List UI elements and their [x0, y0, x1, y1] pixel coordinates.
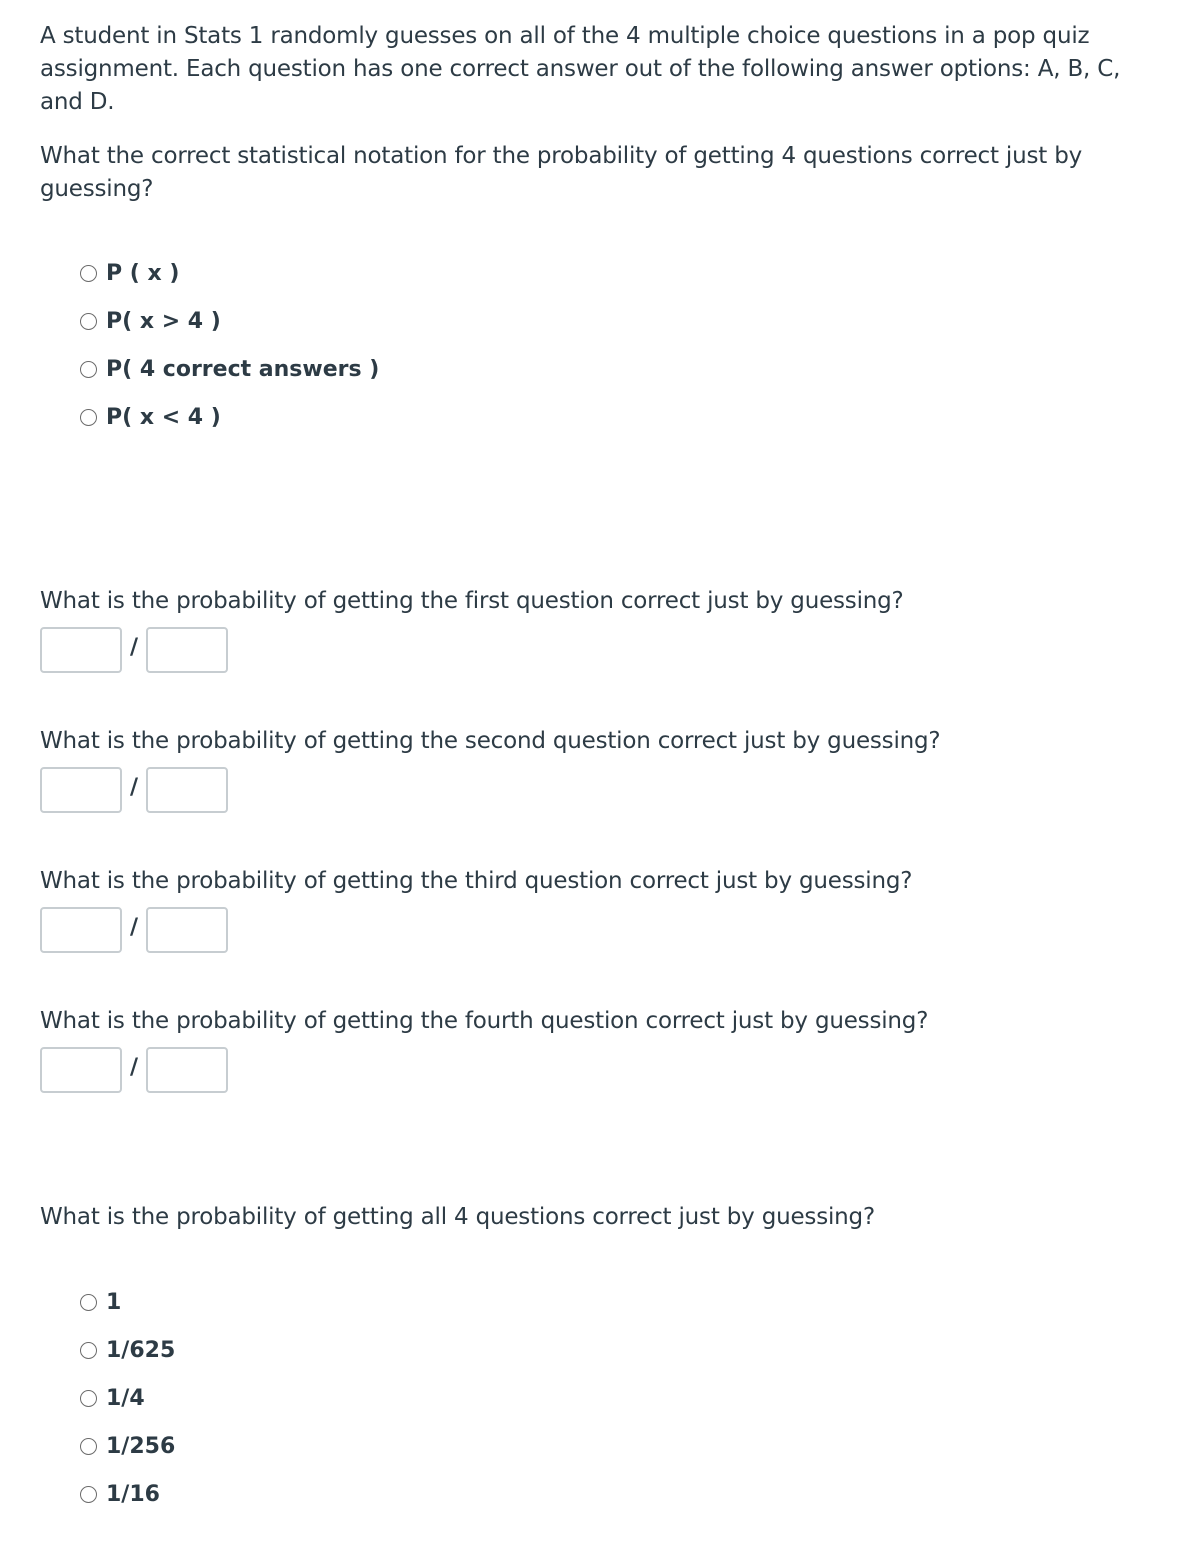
fraction-slash: / — [129, 1055, 139, 1080]
all-correct-options — [80, 1278, 175, 1518]
option-label: 1/4 — [106, 1385, 145, 1411]
denominator-input[interactable] — [146, 627, 228, 673]
fraction-slash: / — [129, 635, 139, 660]
all-correct-option[interactable] — [80, 1374, 175, 1422]
denominator-input[interactable] — [146, 767, 228, 813]
notation-question-text: What the correct statistical notation for the probability of getting 4 questions correct just by guessing? — [40, 143, 1083, 202]
radio-button[interactable] — [80, 1294, 97, 1311]
all-correct-option[interactable] — [80, 1470, 175, 1518]
fraction-answer — [40, 627, 1140, 675]
notation-option[interactable] — [80, 249, 379, 297]
radio-button[interactable] — [80, 361, 97, 378]
fraction-question-fourth — [40, 1005, 1140, 1095]
option-label: P( x > 4 ) — [106, 308, 221, 334]
radio-button[interactable] — [80, 409, 97, 426]
radio-button[interactable] — [80, 1342, 97, 1359]
radio-button[interactable] — [80, 1486, 97, 1503]
fraction-question-text: What is the probability of getting the first question correct just by guessing? — [40, 588, 904, 614]
option-label: P( x < 4 ) — [106, 404, 221, 430]
denominator-input[interactable] — [146, 1047, 228, 1093]
radio-button[interactable] — [80, 1390, 97, 1407]
radio-button[interactable] — [80, 313, 97, 330]
fraction-answer — [40, 1047, 1140, 1095]
radio-button[interactable] — [80, 265, 97, 282]
notation-option[interactable] — [80, 393, 379, 441]
fraction-question-first — [40, 585, 1140, 675]
numerator-input[interactable] — [40, 627, 122, 673]
fraction-question-third — [40, 865, 1140, 955]
numerator-input[interactable] — [40, 767, 122, 813]
all-correct-option[interactable] — [80, 1422, 175, 1470]
intro-text: A student in Stats 1 randomly guesses on all of the 4 multiple choice questions in a pop quiz assignment. Each question has one correct answer out of the following answer options: A, B, C, and D. — [40, 23, 1121, 115]
option-label: 1 — [106, 1289, 122, 1315]
fraction-answer — [40, 907, 1140, 955]
numerator-input[interactable] — [40, 907, 122, 953]
numerator-input[interactable] — [40, 1047, 122, 1093]
fraction-slash: / — [129, 775, 139, 800]
all-correct-question-text: What is the probability of getting all 4 questions correct just by guessing? — [40, 1204, 875, 1230]
fraction-question-second — [40, 725, 1140, 815]
radio-button[interactable] — [80, 1438, 97, 1455]
fraction-slash: / — [129, 915, 139, 940]
notation-option[interactable] — [80, 345, 379, 393]
all-correct-option[interactable] — [80, 1326, 175, 1374]
fraction-answer — [40, 767, 1140, 815]
notation-option[interactable] — [80, 297, 379, 345]
option-label: 1/16 — [106, 1481, 160, 1507]
fraction-question-text: What is the probability of getting the third question correct just by guessing? — [40, 868, 913, 894]
denominator-input[interactable] — [146, 907, 228, 953]
notation-options — [80, 249, 379, 441]
option-label: P ( x ) — [106, 260, 180, 286]
option-label: 1/256 — [106, 1433, 176, 1459]
option-label: 1/625 — [106, 1337, 176, 1363]
fraction-question-text: What is the probability of getting the fourth question correct just by guessing? — [40, 1008, 929, 1034]
fraction-question-text: What is the probability of getting the second question correct just by guessing? — [40, 728, 941, 754]
option-label: P( 4 correct answers ) — [106, 356, 380, 382]
all-correct-option[interactable] — [80, 1278, 175, 1326]
